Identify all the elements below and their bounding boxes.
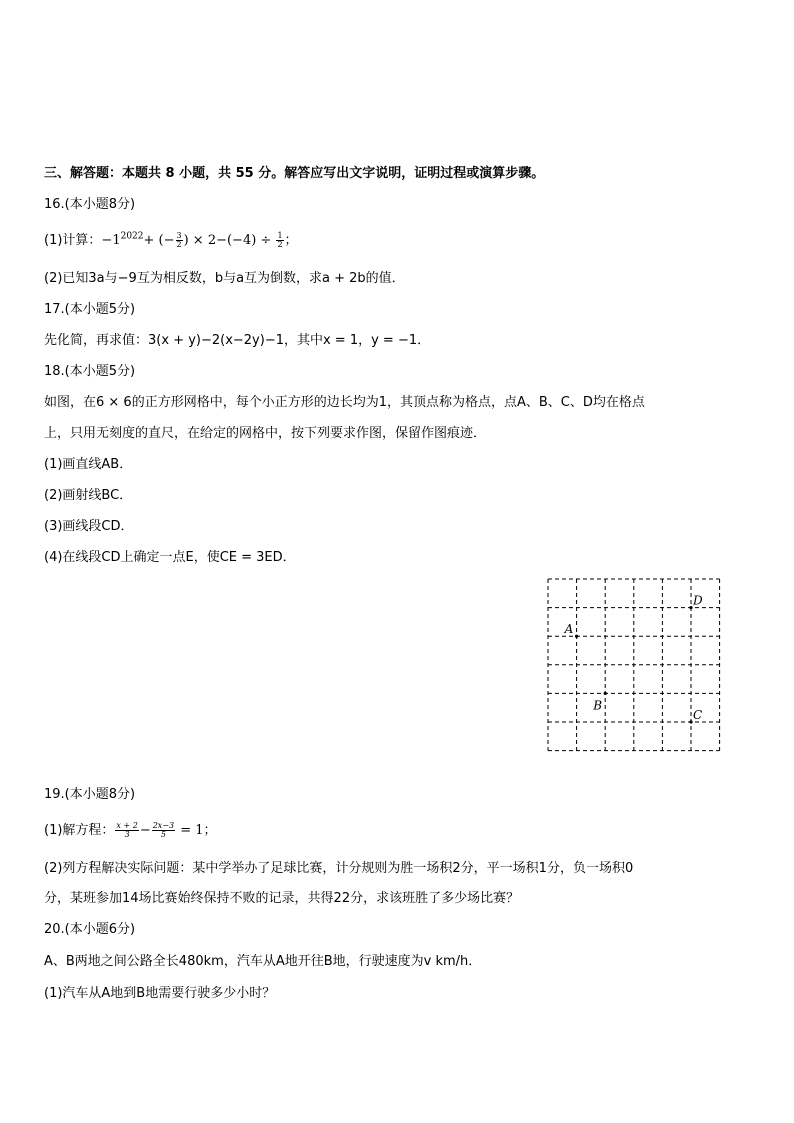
- q20-header: 20.(本小题6分): [44, 922, 136, 937]
- q19-part2-line2: 分，某班参加14场比赛始终保持不败的记录，共得22分，求该班胜了多少场比赛？: [44, 891, 520, 906]
- q16-part1: [44, 232, 298, 250]
- q16-expr-a: −1: [101, 233, 121, 248]
- grid-label-c: C: [693, 708, 703, 722]
- q18-body-line2: 上，只用无刻度的直尺，在给定的网格中，按下列要求作图，保留作图痕迹．: [44, 426, 487, 441]
- q20-part1: (1)汽车从A地到B地需要行驶多少小时？: [44, 986, 276, 1001]
- q18-part4: (4)在线段CD上确定一点E，使CE = 3ED．: [44, 550, 296, 565]
- q16-exponent: 2022: [120, 231, 144, 242]
- grid-figure: [546, 577, 722, 753]
- q17-body: 先化简，再求值：3(x + y)−2(x−2y)−1，其中x = 1，y = −1．: [44, 333, 431, 348]
- q19-fraction-1: $\frac{x + 2}{3}$: [116, 821, 138, 839]
- q17-header: 17.(本小题5分): [44, 302, 136, 317]
- q19-part2-line1: (2)列方程解决实际问题：某中学举办了足球比赛，计分规则为胜一场积2分，平一场积1分，负一场积0: [44, 861, 634, 876]
- grid-point-a: [575, 635, 578, 638]
- q16-part2: (2)已知3a与−9互为相反数，b与a互为倒数，求a + 2b的值．: [44, 271, 405, 286]
- q18-part1: (1)画直线AB．: [44, 457, 133, 472]
- section-title: 三、解答题：本题共 8 小题，共 55 分。解答应写出文字说明，证明过程或演算步骤。: [44, 166, 545, 181]
- q16-expr-c: ) × 2−(−4) ÷: [183, 233, 276, 248]
- q19-header: 19.(本小题8分): [44, 787, 136, 802]
- q20-body: A、B两地之间公路全长480km，汽车从A地开往B地，行驶速度为v km/h．: [44, 954, 482, 969]
- q16-part1-label: (1)计算：: [44, 233, 102, 248]
- q16-expr-b: + (−: [143, 233, 175, 248]
- grid-label-a: A: [564, 622, 574, 637]
- q16-header: 16.(本小题8分): [44, 197, 136, 212]
- q18-body-line1: 如图，在6 × 6的正方形网格中，每个小正方形的边长均为1，其顶点称为格点，点A、B、C、D均在格点: [44, 395, 645, 410]
- q19-part1-label: (1)解方程：: [44, 823, 115, 838]
- q19-part1: [44, 822, 217, 840]
- q16-fraction-2: $\frac{1}{2}$: [277, 231, 283, 249]
- grid-label-d: D: [693, 593, 703, 608]
- q16-fraction-1: $\frac{3}{2}$: [176, 231, 182, 249]
- grid-point-b: [604, 692, 607, 695]
- grid-label-b: B: [593, 698, 603, 713]
- q19-minus: −: [139, 823, 151, 838]
- q19-fraction-2: $\frac{2x-3}{5}$: [152, 821, 175, 839]
- q18-part3: (3)画线段CD．: [44, 519, 134, 534]
- q18-part2: (2)画射线BC．: [44, 488, 133, 503]
- q18-header: 18.(本小题5分): [44, 364, 136, 379]
- q19-rhs: = 1；: [176, 823, 217, 838]
- q16-part1-end: ；: [284, 233, 298, 248]
